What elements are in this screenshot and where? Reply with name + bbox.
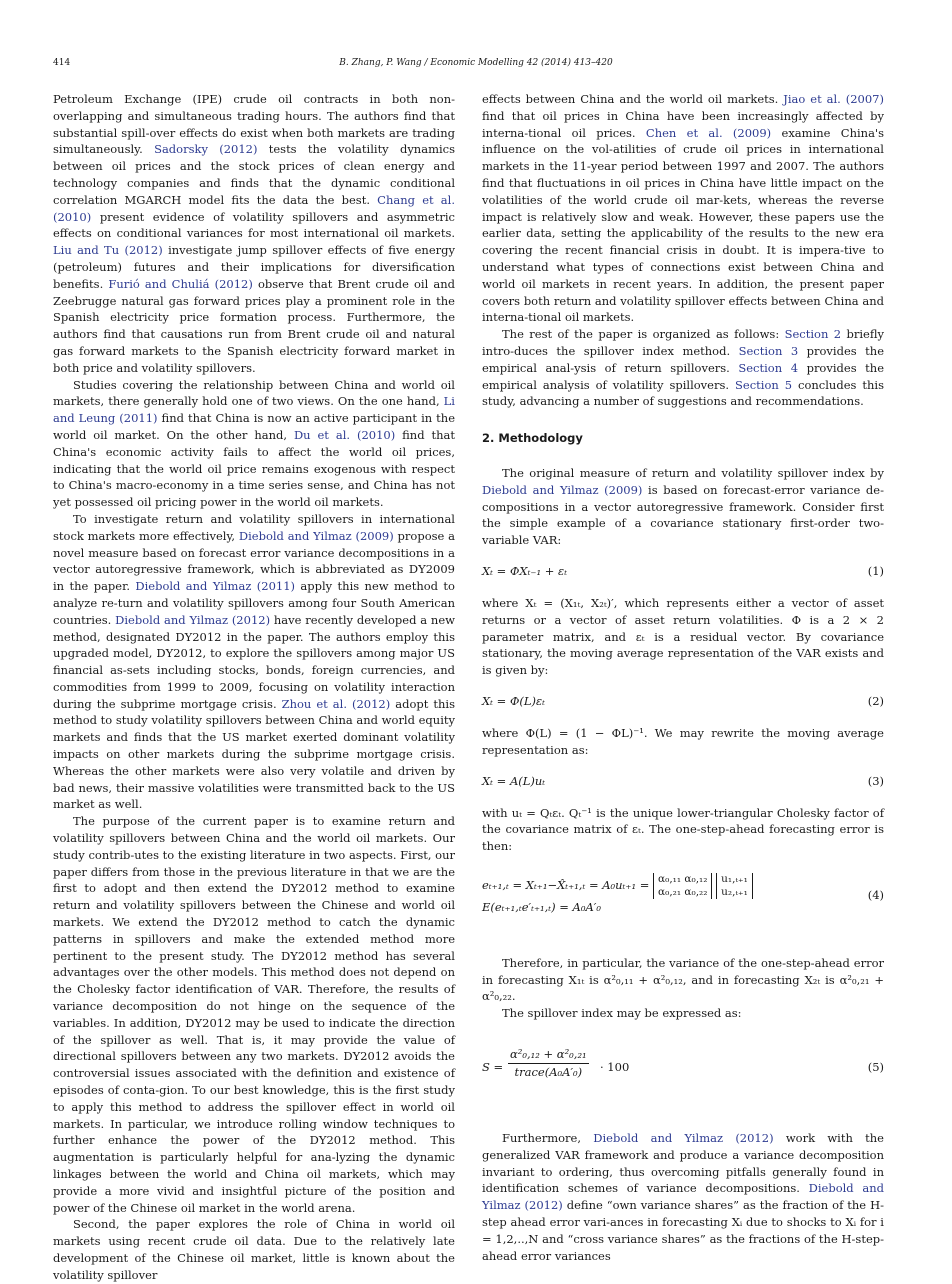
citation-link[interactable]: Du et al. (2010) [293, 427, 396, 442]
paragraph: The original measure of return and volatility spillover index by Diebold and Yilmaz (2009) is based on forecast-error variance de-compositions in a vector autoregressive framework. Consider first the simple example of a covariance stationary first-order two-variable VAR: [482, 465, 884, 548]
citation-link[interactable]: Diebold and Yilmaz (2011) [135, 579, 296, 594]
fraction-denominator: trace(A₀A′₀) [514, 1064, 583, 1079]
shock-vector [716, 873, 753, 899]
spacer [482, 1104, 884, 1130]
equation-number: (5) [867, 1060, 884, 1075]
left-column [53, 91, 455, 1284]
citation-link[interactable]: Diebold and Yilmaz (2012) [115, 612, 271, 627]
paragraph: with uₜ = Qₜεₜ. Qₜ⁻¹ is the unique lower-triangular Cholesky factor of the covariance matrix of εₜ. The one-step-ahead forecasting error is then: [482, 805, 884, 854]
equation-number: (4) [867, 887, 884, 902]
citation-link[interactable]: Section 4 [738, 360, 799, 375]
right-column [482, 91, 884, 1264]
citation-link[interactable]: Diebold and Yilmaz (2012) [593, 1131, 774, 1146]
citation-link[interactable]: Furió and Chuliá (2012) [108, 276, 253, 291]
matrix-row: α₀,₁₁ α₀,₁₂ [658, 872, 708, 885]
paragraph: where Φ(L) = (1 − ΦL)⁻¹. We may rewrite the moving average representation as: [482, 725, 884, 757]
fraction-numerator: α²₀,₁₂ + α²₀,₂₁ [508, 1046, 589, 1064]
citation-link[interactable]: Diebold and Yilmaz (2009) [238, 528, 394, 543]
paragraph: The spillover index may be expressed as: [502, 1006, 742, 1021]
matrix-row: α₀,₂₁ α₀,₂₂ [658, 885, 708, 898]
vector-row: u₂,ₜ₊₁ [721, 885, 748, 898]
equation-4 [482, 873, 884, 923]
equation-number: (2) [867, 693, 884, 708]
coefficient-matrix [653, 873, 712, 899]
citation-link[interactable]: Section 5 [735, 377, 793, 392]
running-head: B. Zhang, P. Wang / Economic Modelling 42 (2014) 413–420 [339, 58, 613, 68]
equation-line: E(eₜ₊₁,ₜe′ₜ₊₁,ₜ) = A₀A′₀ [482, 899, 601, 914]
citation-link[interactable]: Zhou et al. (2012) [281, 696, 391, 711]
equation-number: (1) [867, 563, 884, 578]
paragraph: Therefore, in particular, the variance of the one-step-ahead error in forecasting X₁ₜ is α²₀,₁₁ + α²₀,₁₂, and in forecasting X₂ₜ is α²₀,₂₁ + α²₀,₂₂. [482, 955, 884, 1004]
equation-1 [482, 563, 884, 581]
equation-line [482, 873, 884, 899]
citation-link[interactable]: Chen et al. (2009) [645, 125, 772, 140]
citation-link[interactable]: Jiao et al. (2007) [783, 92, 884, 106]
citation-link[interactable]: Diebold and Yilmaz (2012) [482, 1181, 884, 1213]
equation-body: eₜ₊₁,ₜ = Xₜ₊₁−X̂ₜ₊₁,ₜ = A₀uₜ₊₁ = [482, 877, 650, 892]
fraction [508, 1046, 589, 1081]
paragraph: To investigate return and volatility spillovers in international stock markets more effectively, Diebold and Yilmaz (2009) propose a novel measure based on forecast error variance decompositions in a vector autoregressive framework, which is abbreviated as DY2009 in the paper. Diebold and Yilmaz (2011) apply this new method to analyze re-turn and volatility spillovers among four South American countries. Diebold and Yilmaz (2012) have recently developed a new method, designated DY2012 in the paper. The authors employ this upgraded model, DY2012, to explore the spillovers among major US financial as-sets including stocks, bonds, foreign currencies, and commodities from 1999 to 2009, focusing on volatility interaction during the subprime mortgage crisis. Zhou et al. (2012) adopt this method to study volatility spillovers between China and world equity markets and finds that the US market exerted dominant volatility impacts on other markets during the subprime mortgage crisis. Whereas the other markets were also very volatile and driven by bad news, their massive volatilities were transmitted back to the US market as well. [53, 511, 456, 812]
equation-rhs: · 100 [600, 1060, 630, 1075]
citation-link[interactable]: Chang et al. (2010) [53, 192, 455, 224]
paragraph: effects between China and the world oil markets. Jiao et al. (2007) find that oil prices in China have been increasingly affected by interna-tional oil prices. Chen et al. (2009) examine China's influence on the vol-atilities of crude oil prices in international markets in the 11-year period between 1997 and 2007. The authors find that fluctuations in oil prices in China have little impact on the volatilities of the world crude oil mar-kets, whereas the reverse impact is relatively slow and weak. However, these papers use the earlier data, setting the applicability of the results to the new era covering the recent financial crisis in doubt. It is impera-tive to understand what types of connections exist between China and world oil markets in recent years. In addition, the present paper covers both return and volatility spillover effects between China and interna-tional oil markets. [482, 92, 884, 325]
paragraph: Studies covering the relationship between China and world oil markets, there generally hold one of two views. On the one hand, Li and Leung (2011) find that China is now an active participant in the world oil market. On the other hand, Du et al. (2010) find that China's economic activity fails to affect the world oil prices, indicating that the world oil price remains exogenous with respect to China's macro-economy in a time series sense, and China has not yet possessed oil pricing power in the world oil markets. [53, 377, 456, 510]
section-heading: 2. Methodology [482, 431, 583, 446]
equation-3 [482, 773, 884, 791]
equation-number: (3) [867, 773, 884, 788]
page-number: 414 [53, 58, 71, 68]
citation-link[interactable]: Sadorsky (2012) [154, 142, 258, 157]
citation-link[interactable]: Section 2 [784, 327, 842, 342]
equation-body: Xₜ = Φ(L)εₜ [482, 693, 546, 708]
vector-row: u₁,ₜ₊₁ [721, 872, 748, 885]
citation-link[interactable]: Diebold and Yilmaz (2009) [482, 482, 643, 497]
paragraph: Second, the paper explores the role of China in world oil markets using recent crude oil data. Due to the relatively late development of the Chinese oil market, little is known about the volatility spillover [53, 1217, 455, 1282]
equation-body: Xₜ = A(L)uₜ [482, 773, 546, 788]
spacer [482, 937, 884, 955]
equation-body: Xₜ = ΦXₜ₋₁ + εₜ [482, 563, 568, 578]
equation-5 [482, 1046, 884, 1090]
citation-link[interactable]: Liu and Tu (2012) [53, 243, 163, 258]
citation-link[interactable]: Li and Leung (2011) [53, 394, 455, 426]
paragraph: Furthermore, Diebold and Yilmaz (2012) work with the generalized VAR framework and produce a variance decomposition invariant to ordering, thus overcoming pitfalls generally found in identification schemes of variance decompositions. Diebold and Yilmaz (2012) define “own variance shares” as the fraction of the H-step ahead error vari-ances in forecasting Xᵢ due to shocks to Xᵢ for i = 1,2,..,N and “cross variance shares” as the fractions of the H-step-ahead error variances [482, 1131, 884, 1263]
paragraph: The purpose of the current paper is to examine return and volatility spillovers between China and the world oil markets. Our study contrib-utes to the existing literature in two aspects. First, our paper differs from those in the previous literature in that we are the first to adopt and then extend the DY2012 method to examine return and volatility spillovers between the Chinese and world oil markets. We extend the DY2012 method to catch the dynamic patterns in spillovers and make the extended method more pertinent to the present study. The DY2012 method has several advantages over the other models. This method does not depend on the Cholesky factor identification of VAR. Therefore, the results of variance decomposition do not hinge on the sequence of the variables. In addition, DY2012 may be used to indicate the direction of the spillover as well. That is, it may provide the value of directional spillovers between any two markets. DY2012 avoids the controversial issues associated with the definition and existence of episodes of conta-gion. To our best knowledge, this is the first study to apply this method to address the spillover effect in world oil markets. In particular, we introduce rolling window techniques to further enhance the power of the DY2012 method. This augmentation is particularly helpful for ana-lyzing the dynamic linkages between the world and China oil markets, which may provide a more vivid and insightful picture of the position and power of the Chinese oil market in the world arena. [53, 814, 455, 1215]
equation-lhs: S = [482, 1060, 504, 1075]
citation-link[interactable]: Section 3 [738, 343, 799, 358]
equation-2 [482, 693, 884, 711]
paragraph: where Xₜ = (X₁ₜ, X₂ₜ)′, which represents either a vector of asset returns or a vector of asset return volatilities. Φ is a 2 × 2 parameter matrix, and εₜ is a residual vector. By covariance stationary, the moving average representation of the VAR exists and is given by: [482, 595, 884, 678]
paragraph: Petroleum Exchange (IPE) crude oil contracts in both non-overlapping and simultaneous trading hours. The authors find that substantial spill-over effects do exist when both markets are trading simultaneously. Sadorsky (2012) tests the volatility dynamics between oil prices and the stock prices of clean energy and technology companies and finds that the dynamic conditional correlation MGARCH model fits the data the best. Chang et al. (2010) present evidence of volatility spillovers and asymmetric effects on conditional variances for most international oil markets. Liu and Tu (2012) investigate jump spillover effects of five energy (petroleum) futures and their implications for diversification benefits. Furió and Chuliá (2012) observe that Brent crude oil and Zeebrugge natural gas forward prices play a prominent role in the Spanish electricity price formation process. Furthermore, the authors find that causations run from Brent crude oil and natural gas forward markets to the Spanish electricity forward market in both price and volatility spillovers. [53, 92, 455, 375]
paragraph: The rest of the paper is organized as follows: Section 2 briefly intro-duces the spillover index method. Section 3 provides the empirical anal-ysis of return spillovers. Section 4 provides the empirical analysis of volatility spillovers. Section 5 concludes this study, advancing a number of suggestions and recommendations. [482, 327, 885, 409]
